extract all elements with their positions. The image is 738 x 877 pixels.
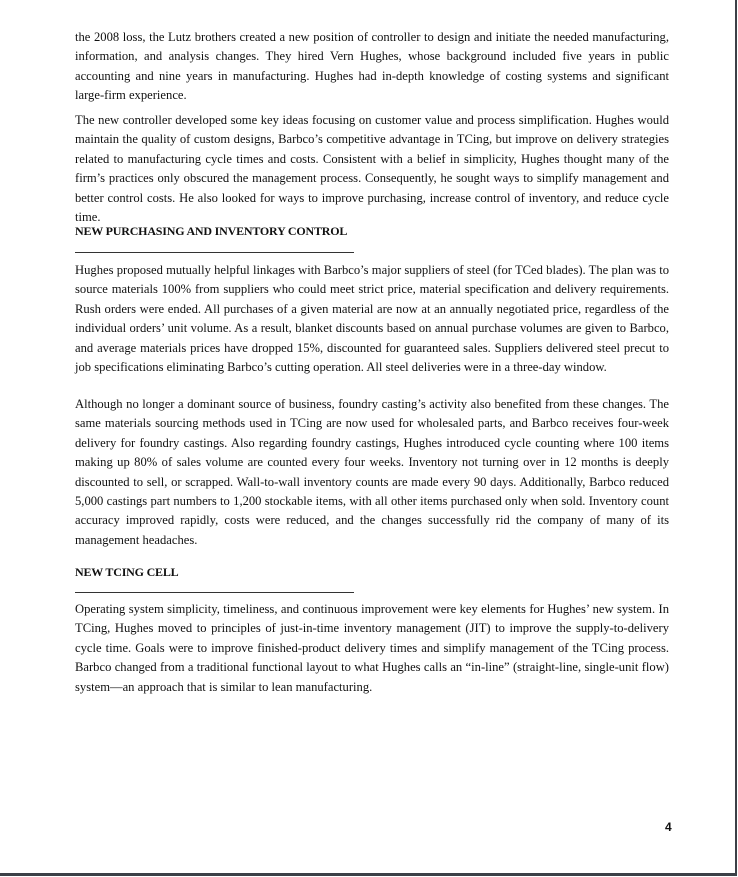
paragraph-controller-hire: the 2008 loss, the Lutz brothers created a new position of controller to design and initiate the needed manufacturing, information, and analysis changes. They hired Vern Hughes, whose background included five years in public accounting and nine years in manufacturing. Hughes had in-depth knowledge of costing systems and significant large-firm experience. bbox=[75, 30, 669, 103]
paragraph-operating-system: Operating system simplicity, timeliness, and continuous improvement were key elements for Hughes’ new system. In TCing, Hughes moved to principles of just-in-time inventory management (JIT) to improve the supply-to-delivery cycle time. Goals were to improve finished-product delivery times and simplify management of the TCing process. Barbco changed from a traditional functional layout to what Hughes calls an “in-line” (straight-line, single-unit flow) system—an approach that is similar to lean manufacturing. bbox=[75, 602, 669, 694]
section-heading-tcing-cell: NEW TCING CELL bbox=[75, 565, 179, 579]
paragraph-foundry-castings: Although no longer a dominant source of business, foundry casting’s activity also benefited from these changes. The same materials sourcing methods used in TCing are now used for wholesaled parts, and Barbco receives four-week delivery for foundry castings. Also regarding foundry castings, Hughes introduced cycle counting where 100 items making up 80% of sales volume are counted every four weeks. Inventory not turning over in 12 months is deeply discounted to sell, or scrapped. Wall-to-wall inventory counts are made every 90 days. Additionally, Barbco reduced 5,000 castings part numbers to 1,200 stockable items, with all other items purchased only when sold. Inventory count accuracy improved rapidly, costs were reduced, and the changes successfully rid the company of many of its management headaches. bbox=[75, 397, 669, 547]
section-heading-purchasing: NEW PURCHASING AND INVENTORY CONTROL bbox=[75, 224, 348, 238]
page-number: 4 bbox=[665, 820, 672, 834]
paragraph-controller-ideas: The new controller developed some key ideas focusing on customer value and process simplification. Hughes would maintain the quality of custom designs, Barbco’s competitive advantage in TCing, but improve on delivery strategies related to manufacturing cycle times and costs. Consistent with a belief in simplicity, Hughes thought many of the firm’s practices only obscured the management process. Consequently, he sought ways to simplify management and better control costs. He also looked for ways to improve purchasing, increase control of inventory, and reduce cycle time. bbox=[75, 113, 669, 225]
heading-rule bbox=[75, 252, 354, 253]
heading-rule bbox=[75, 592, 354, 593]
paragraph-supplier-linkages: Hughes proposed mutually helpful linkages with Barbco’s major suppliers of steel (for TCed blades). The plan was to source materials 100% from suppliers who could meet strict price, material specification and delivery requirements. Rush orders were ended. All purchases of a given material are now at an annually negotiated price, regardless of the individual orders’ unit volume. As a result, blanket discounts based on annual purchase volumes are given to Barbco, and average materials prices have dropped 15%, discounted for guaranteed sales. Suppliers delivered steel precut to job specifications eliminating Barbco’s cutting operation. All steel deliveries were in a three-day window. bbox=[75, 263, 669, 375]
